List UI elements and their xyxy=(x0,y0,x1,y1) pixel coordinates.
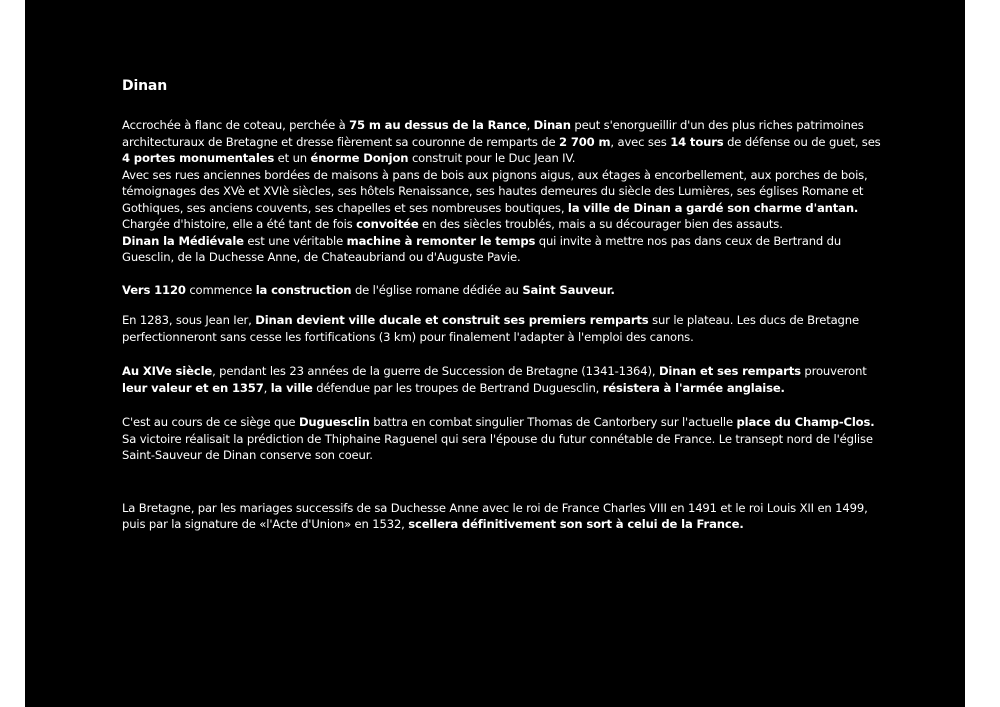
paragraph-medieval: Dinan la Médiévale est une véritable machine à remonter le temps qui invite à mettre nos pas dans ceux de Bertrand du Guesclin, de la Duchesse Anne, de Chateaubriand ou d'Auguste Pavie. xyxy=(122,233,842,264)
paragraph-duguesclin: C'est au cours de ce siège que Duguesclin battra en combat singulier Thomas de Cantorbery sur l'actuelle place du Champ-Clos. Sa victoire réalisait la prédiction de Thiphaine Raguenel qui sera l'épouse du futur connétable de France. Le transept nord de l'église Saint-Sauveur de Dinan conserve son coeur. xyxy=(122,415,875,462)
paragraph-history: Chargée d'histoire, elle a été tant de fois convoitée en des siècles troublés, mais a su décourager bien des assauts. xyxy=(122,217,783,231)
paragraph-1120: Vers 1120 commence la construction de l'église romane dédiée au Saint Sauveur. xyxy=(122,282,615,297)
document-page xyxy=(25,0,965,707)
paragraph-xive-siecle: Au XIVe siècle, pendant les 23 années de la guerre de Succession de Bretagne (1341-1364), Dinan et ses remparts prouveront leur valeur et en 1357, la ville défendue par les troupes de Bertrand Duguesclin, résistera à l'armée anglaise. xyxy=(122,364,867,395)
page-title: Dinan xyxy=(122,78,168,94)
paragraph-streets: Avec ses rues anciennes bordées de maisons à pans de bois aux pignons aigus, aux étages à encorbellement, aux porches de bois, témoignages des XVè et XVIè siècles, ses hôtels Renaissance, ses hautes demeures du siècle des Lumières, ses églises Romane et Gothiques, ses anciens couvents, ses chapelles et ses nombreuses boutiques, la ville de Dinan a gardé son charme d'antan. xyxy=(122,167,868,215)
paragraph-1283: En 1283, sous Jean Ier, Dinan devient ville ducale et construit ses premiers remparts sur le plateau. Les ducs de Bretagne perfectionneront sans cesse les fortifications (3 km) pour finalement l'adapter à l'emploi des canons. xyxy=(122,313,859,344)
paragraph-bretagne-union: La Bretagne, par les mariages successifs de sa Duchesse Anne avec le roi de France Charles VIII en 1491 et le roi Louis XII en 1499, puis par la signature de «l'Acte d'Union» en 1532, scellera définitivement son sort à celui de la France. xyxy=(122,500,868,531)
paragraph-intro: Accrochée à flanc de coteau, perchée à 75 m au dessus de la Rance, Dinan peut s'enorgueillir d'un des plus riches patrimoines architecturaux de Bretagne et dresse fièrement sa couronne de remparts de 2 700 m, avec ses 14 tours de défense ou de guet, ses 4 portes monumentales et un énorme Donjon construit pour le Duc Jean IV. xyxy=(122,118,881,165)
document-body xyxy=(122,76,892,533)
